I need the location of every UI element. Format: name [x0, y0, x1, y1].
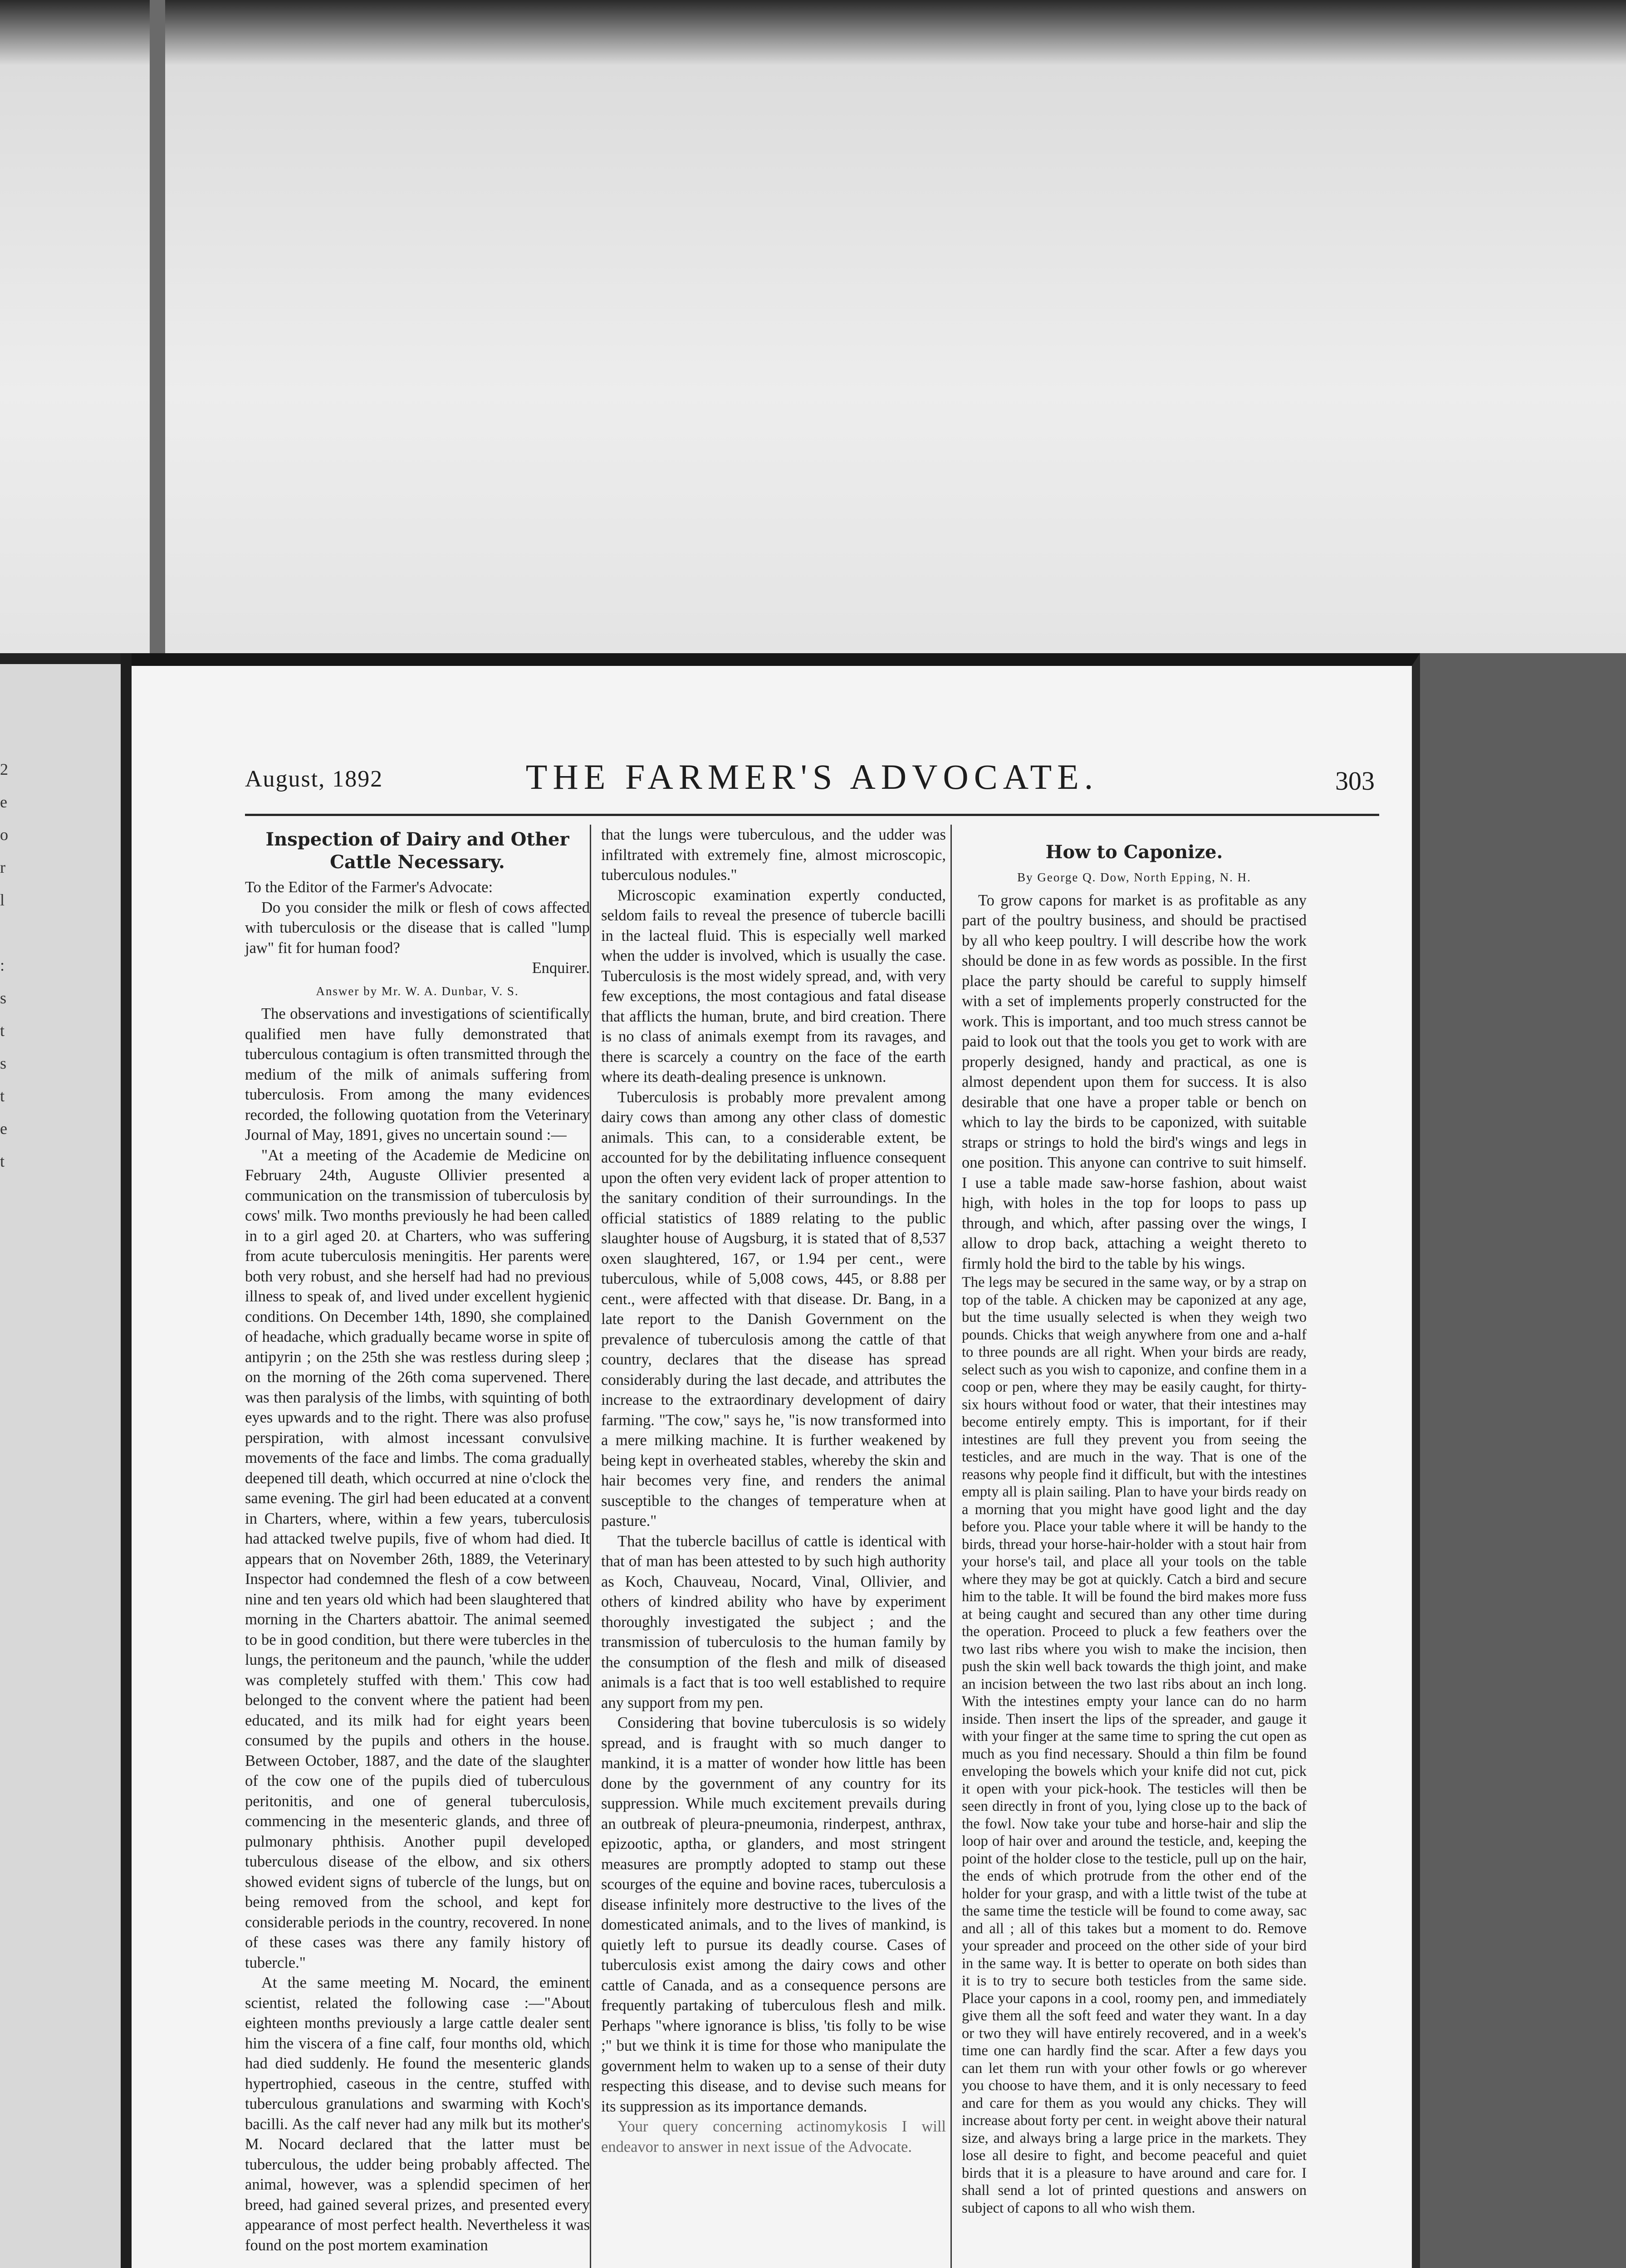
scan-streak [150, 0, 165, 653]
page-gutter-shadow [121, 653, 132, 2268]
column-1 [245, 825, 590, 2255]
article-paragraph: To grow capons for market is as profitable as any part of the poultry business, and should be practised by all who keep poultry. I will describe how the work should be done in as few words as possible. In the first place the party should be careful to supply himself with a set of implements properly constructed for the work. This is important, and too much stress cannot be paid to look out that the tools you get to work with are properly designed, handy and practical, as one is almost dependent upon them for success. It is also desirable that one have a proper table or bench on which to lay the birds to be caponized, with suitable straps or strings to hold the bird's wings and legs in one position. This anyone can contrive to suit himself. I use a table made saw-horse fashion, about waist high, with holes in the top for loops to pass up through, and which, after passing over the wings, I allow to drop back, attaching a weight thereto to firmly hold the bird to the table by his wings. [962, 891, 1307, 1272]
article-paragraph: Tuberculosis is probably more prevalent among dairy cows than among any other class of domestic animals. This can, to a considerable extent, be accounted for by the debilitating influence consequent upon the often very evident lack of proper attention to the sanitary condition of their surroundings. In the official statistics of 1889 relating to the public slaughter house of Augsburg, it is stated that of 8,537 oxen slaughtered, 167, or 1.94 per cent., were tuberculous, while of 5,008 cows, 445, or 8.88 per cent., were affected with that disease. Dr. Bang, in a late report to the Danish Government on the prevalence of tuberculosis among the cattle of that country, declares that the disease has spread considerably during the last decade, and attributes the increase to the extraordinary development of dairy farming. "The cow," says he, "is now transformed into a mere milking machine. It is further weakened by being kept in overheated stables, whereby the skin and hair becomes very fine, and renders the animal susceptible to the changes of temperature when at pasture." [601, 1088, 946, 1530]
column-2 [601, 825, 946, 2157]
facing-page-rule [0, 653, 132, 664]
article-paragraph: Considering that bovine tuberculosis is so widely spread, and is fraught with so much danger to mankind, it is a matter of wonder how little has been done by the government of any country for its suppression. While much excitement prevails during an outbreak of pleura-pneumonia, rinderpest, anthrax, epizootic, aptha, or glanders, and most stringent measures are promptly adopted to stamp out these scourges of the equine and bovine races, tuberculosis a disease infinitely more destructive to the lives of the domesticated animals, and to the lives of mankind, is quietly left to pursue its deadly course. Cases of tuberculosis exist among the dairy cows and other cattle of Canada, and as a consequence persons are frequently partaking of tuberculous flesh and milk. Perhaps "where ignorance is bliss, 'tis folly to be wise ;" but we think it is time for those who manipulate the government helm to waken up to a sense of their duty respecting this disease, and to devise such means for its suppression as its importance demands. [601, 1714, 946, 2115]
newspaper-page [132, 653, 1420, 2268]
facing-page-edge [0, 653, 132, 2268]
masthead [245, 757, 1379, 820]
scanner-background-top [0, 0, 1626, 653]
column-divider [590, 825, 591, 2268]
salutation: To the Editor of the Farmer's Advocate: [245, 879, 493, 896]
article-closing-note: Your query concerning actinomykosis I will endeavor to answer in next issue of the Advocate. [601, 2118, 946, 2156]
reader-signature: Enquirer. [532, 959, 590, 977]
article-paragraph: That the tubercle bacillus of cattle is identical with that of man has been attested to by such high authority as Koch, Chauveau, Nocard, Vinal, Ollivier, and others of kindred ability who have by experiment thoroughly investigated the subject ; and the transmission of tuberculosis to the human family by the consumption of the flesh and milk of diseased animals is a fact that is too well established to require any support from my pen. [601, 1532, 946, 1711]
issue-date: August, 1892 [245, 766, 383, 792]
column-divider [950, 825, 952, 2268]
column-3 [962, 825, 1307, 2217]
answer-byline: Answer by Mr. W. A. Dunbar, V. S. [316, 984, 519, 998]
article-paragraph-small-type: The legs may be secured in the same way, or by a strap on top of the table. A chicken may be caponized at any age, but the time usually selected is when they weigh two pounds. Chicks that weigh anywhere from one and a-half to three pounds are all right. When your birds are ready, select such as you wish to caponize, and confine them in a coop or pen, where they may be easily caught, for thirty-six hours without food or water, that their intestines may become entirely empty. This is important, for if their intestines are full they prevent you from seeing the testicles, and are much in the way. That is one of the reasons why people find it difficult, but with the intestines empty all is plain sailing. Plan to have your birds ready on a morning that you might have good light and the day before you. Place your table where it will be handy to the birds, thread your horse-hair-holder with a stout hair from your horse's tail, and place all your tools on the table where they may be got at quickly. Catch a bird and secure him to the table. It will be found the bird makes more fuss at being caught and secured than any other time during the operation. Proceed to pluck a few feathers over the two last ribs where you wish to make the incision, then push the skin well back towards the thigh joint, and make an incision between the two last ribs about an inch long. With the intestines empty your lance can do no harm inside. Then insert the lips of the spreader, and gauge it with your finger at the same time to spring the cut open as much as you find necessary. Should a thin film be found enveloping the bowels which your knife did not cut, pick it open with your pick-hook. The testicles will then be seen directly in front of you, lying close up to the back of the fowl. Now take your tube and horse-hair and slip the loop of hair over and around the testicle, and, keeping the point of the holder close to the testicle, pull up on the hair, the ends of which protrude from the other end of the holder for your grasp, and with a little twist of the tube at the same time the testicle will be found to come away, sac and all ; all of this takes but a moment to do. Remove your spreader and proceed on the other side of your bird in the same way. It is better to operate on both sides than it is to try to secure both testicles from the same side. Place your capons in a cool, roomy pen, and immediately give them all the soft feed and water they want. In a day or two they will have entirely recovered, and in a week's time one can hardly find the scar. After a few days you can let them run with your other fowls or go wherever you choose to have them, and it is only necessary to feed and care for them as you would any chicks. They will increase about forty per cent. in weight above their natural size, and always bring a large price in the markets. They lose all desire to fight, and become peaceful and quiet birds that it is a pleasure to have around and care for. I shall send a lot of printed questions and answers on subject of capons to all who wish them. [962, 1274, 1307, 2216]
reader-question: Do you consider the milk or flesh of cows affected with tuberculosis or the disease that is called "lump jaw" fit for human food? [245, 899, 590, 957]
article-paragraph: that the lungs were tuberculous, and the udder was infiltrated with extremely fine, almost microscopic, tuberculous nodules." [601, 826, 946, 884]
article-paragraph: The observations and investigations of scientifically qualified men have fully demonstrated that tuberculous contagium is often transmitted through the medium of the milk of animals suffering from tuberculosis. From among the many evidences recorded, the following quotation from the Veterinary Journal of May, 1891, gives no uncertain sound :— [245, 1005, 590, 1144]
masthead-rule [245, 814, 1379, 816]
article-paragraph: Microscopic examination expertly conducted, seldom fails to reveal the presence of tubercle bacilli in the lacteal fluid. This is especially well marked when the udder is involved, which is usually the case. Tuberculosis is the most widely spread, and, with very few exceptions, the most contagious and fatal disease that afflicts the human, brute, and bird creation. There is no class of animals exempt from its ravages, and there is scarcely a country on the face of the earth where its death-dealing presence is unknown. [601, 886, 946, 1085]
publication-title: THE FARMER'S ADVOCATE. [525, 757, 1099, 797]
article-headline: How to Caponize. [1045, 841, 1223, 863]
facing-page-fragment: 2 e o r l : s t s t e t [0, 760, 8, 1170]
article-headline: Inspection of Dairy and Other Cattle Necessary. [265, 829, 569, 873]
article-paragraph: "At a meeting of the Academie de Medicine on February 24th, Auguste Ollivier presented a communication on the transmission of tuberculosis by cows' milk. Two months previously he had been called in to a girl aged 20. at Charters, who was suffering from acute tuberculosis meningitis. Her parents were both very robust, and she herself had had no previous illness to speak of, and lived under excellent hygienic conditions. On December 14th, 1890, she complained of headache, which gradually became worse in spite of antipyrin ; on the 25th she was restless during sleep ; on the morning of the 26th coma supervened. There was then paralysis of the limbs, with squinting of both eyes upwards and to the right. There was also profuse perspiration, with almost incessant convulsive movements of the face and limbs. The coma gradually deepened till death, which occurred at nine o'clock the same evening. The girl had been educated at a convent in Charters, where, within a few years, tuberculosis had attacked twelve pupils, five of whom had died. It appears that on November 26th, 1889, the Veterinary Inspector had condemned the flesh of a cow between nine and ten years old which had been slaughtered that morning in the Charters abattoir. The animal seemed to be in good condition, but there were tubercles in the lungs, the peritoneum and the paunch, 'while the udder was completely stuffed with them.' This cow had belonged to the convent where the patient had been educated, and its milk had for eight years been consumed by the pupils and others in the house. Between October, 1887, and the date of the slaughter of the cow one of the pupils died of tuberculous peritonitis, and one of general tuberculosis, commencing in the mesenteric glands, and three of pulmonary phthisis. Another pupil developed tuberculous disease of the elbow, and six others showed evident signs of tubercle of the lungs, but on being removed from the school, and kept for considerable periods in the country, recovered. In none of these cases was there any family history of tubercle." [245, 1146, 590, 1971]
page-number: 303 [1335, 766, 1375, 796]
article-paragraph: At the same meeting M. Nocard, the eminent scientist, related the following case :—"About eighteen months previously a large cattle dealer sent him the viscera of a fine calf, four months old, which had died suddenly. He found the mesenteric glands hypertrophied, caseous in the centre, stuffed with tuberculous granulations and swarming with Koch's bacilli. As the calf never had any milk but its mother's M. Nocard declared that the latter must be tuberculous, the udder being probably affected. The animal, however, was a splendid specimen of her breed, had gained several prizes, and presented every appearance of most perfect health. Nevertheless it was found on the post mortem examination [245, 1974, 590, 2254]
article-byline: By George Q. Dow, North Epping, N. H. [1017, 870, 1251, 884]
